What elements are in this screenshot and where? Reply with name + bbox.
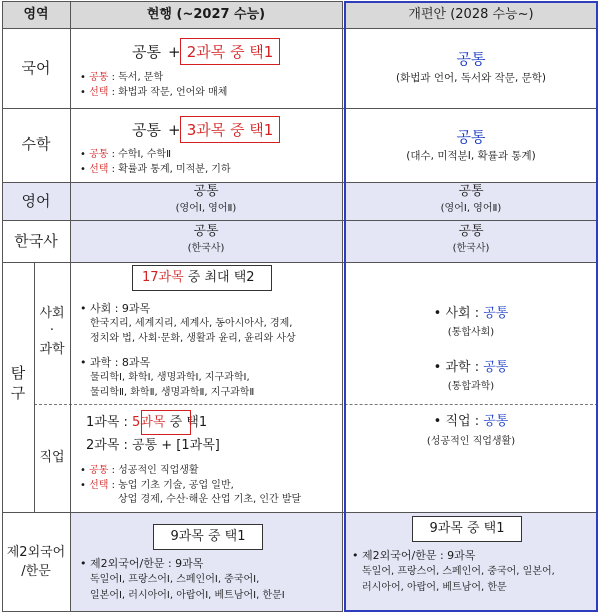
- math-common-line: • 공통 : 수학Ⅰ, 수학Ⅱ: [80, 149, 172, 160]
- math-elective-line: • 선택 : 확률과 통계, 미적분, 기하: [80, 164, 231, 175]
- reform-social-common: 공통: [483, 306, 509, 321]
- second-lang-current-line-2: 일본어Ⅰ, 러시아어Ⅰ, 아랍어Ⅰ, 베트남어Ⅰ, 한문Ⅰ: [90, 590, 285, 601]
- english-subject: 영어: [21, 192, 51, 210]
- social-head: • 사회 : 9과목: [80, 302, 151, 315]
- voc-choice-box: [141, 410, 191, 435]
- korean-reform-detail: (화법과 언어, 독서와 작문, 문학): [396, 72, 546, 84]
- grid-line: [34, 262, 35, 512]
- korean-common-label: 공통: [89, 72, 109, 83]
- voc-elective-text: : 농업 기초 기술, 공업 일반,: [108, 480, 234, 491]
- vocational-label: 직업: [39, 450, 65, 465]
- math-common: 공통: [132, 121, 161, 139]
- english-current-common: 공통: [193, 184, 219, 199]
- second-lang-current-head: • 제2외국어/한문 : 9과목: [80, 557, 204, 570]
- math-elective-text: : 확률과 통계, 미적분, 기하: [108, 164, 231, 175]
- english-reform-common: 공통: [458, 184, 484, 199]
- second-lang-subject-2: /한문: [21, 564, 51, 579]
- second-lang-subject-1: 제2외국어: [6, 545, 66, 560]
- korean-common: 공통: [132, 43, 161, 61]
- korean-elective-label: 선택: [89, 87, 109, 98]
- inquiry-subject-2: 구: [10, 384, 26, 402]
- history-reform-common: 공통: [458, 224, 484, 239]
- social-line-1: 한국지리, 세계지리, 세계사, 동아시아사, 경제,: [90, 318, 293, 329]
- second-lang-reform-line-2: 러시아어, 아랍어, 베트남어, 한문: [362, 582, 507, 593]
- math-reform-common: 공통: [456, 128, 486, 146]
- korean-common-text: : 독서, 문학: [108, 72, 164, 83]
- second-lang-current-choice: 9과목 중 택1: [170, 529, 246, 544]
- history-subject: 한국사: [14, 232, 58, 250]
- math-elective-label: 선택: [89, 164, 109, 175]
- voc-elective-line-2: 상업 경제, 수산·해운 산업 기초, 인간 발달: [118, 494, 302, 505]
- voc-common-text: : 성공적인 직업생활: [108, 465, 199, 476]
- reform-science-detail: (통합과학): [447, 381, 495, 392]
- math-common-text: : 수학Ⅰ, 수학Ⅱ: [108, 149, 172, 160]
- reform-science-pre: • 과학 :: [433, 360, 484, 375]
- header-area: 영역: [23, 7, 49, 22]
- inquiry-choice-rest: 중 최대 택2: [183, 270, 255, 285]
- reform-science-common: 공통: [483, 360, 509, 375]
- reform-science-line: [344, 360, 598, 376]
- grid-line: [2, 1, 342, 2]
- reform-social-line: [344, 306, 598, 322]
- history-current-detail: (한국사): [187, 243, 225, 254]
- math-reform-detail: (대수, 미적분Ⅰ, 확률과 통계): [406, 150, 536, 162]
- inquiry-choice-count: 17과목: [142, 270, 184, 285]
- voc-line-2: 2과목 : 공통 + [1과목]: [86, 438, 220, 453]
- english-reform-detail: (영어Ⅰ, 영어Ⅱ): [440, 203, 502, 214]
- english-current-detail: (영어Ⅰ, 영어Ⅱ): [175, 203, 237, 214]
- header-reform: 개편안 (2028 수능~): [408, 7, 534, 22]
- history-reform-detail: (한국사): [452, 243, 490, 254]
- korean-choice: 2과목 중 택1: [186, 43, 274, 61]
- voc-common-line: • 공통 : 성공적인 직업생활: [80, 465, 199, 476]
- voc-line-1-pre: 1과목 :: [86, 415, 133, 430]
- reform-voc-pre: • 직업 :: [433, 414, 484, 429]
- social-science-label-2: 과학: [39, 342, 65, 357]
- reform-voc-detail: (성공적인 직업생활): [426, 436, 516, 447]
- inquiry-subject-1: 탐: [10, 364, 26, 382]
- voc-line-1-box: 5과목: [132, 415, 166, 430]
- voc-elective-label: 선택: [89, 480, 109, 491]
- science-line-1: 물리학Ⅰ, 화학Ⅰ, 생명과학Ⅰ, 지구과학Ⅰ,: [90, 372, 250, 383]
- korean-plus: +: [168, 43, 181, 61]
- math-plus: +: [168, 121, 181, 139]
- science-head: • 과학 : 8과목: [80, 356, 151, 369]
- reform-voc-line: [344, 414, 598, 430]
- korean-elective-line: • 선택 : 화법과 작문, 언어와 매체: [80, 87, 228, 98]
- second-lang-current-line-1: 독일어Ⅰ, 프랑스어Ⅰ, 스페인어Ⅰ, 중국어Ⅰ,: [90, 574, 260, 585]
- math-subject: 수학: [21, 135, 51, 153]
- grid-line: [2, 1, 3, 612]
- inquiry-choice: [142, 270, 255, 286]
- header-current: 현행 (~2027 수능): [146, 7, 266, 22]
- social-line-2: 정치와 법, 사회·문화, 생활과 윤리, 윤리와 사상: [90, 333, 296, 344]
- korean-subject: 국어: [21, 59, 51, 77]
- math-common-label: 공통: [89, 149, 109, 160]
- voc-common-label: 공통: [89, 465, 109, 476]
- korean-common-line: • 공통 : 독서, 문학: [80, 72, 164, 83]
- second-lang-reform-line-1: 독일어, 프랑스어, 스페인어, 중국어, 일본어,: [362, 566, 555, 577]
- social-science-dot: ·: [49, 323, 55, 338]
- voc-elective-line: • 선택 : 농업 기초 기술, 공업 일반,: [80, 480, 234, 491]
- korean-reform-common: 공통: [456, 50, 486, 68]
- grid-line: [2, 611, 342, 612]
- grid-line: [70, 1, 71, 612]
- voc-line-1-rest: 중 택1: [165, 415, 208, 430]
- second-lang-reform-choice: 9과목 중 택1: [429, 521, 505, 536]
- social-science-label-1: 사회: [39, 306, 65, 321]
- science-line-2: 물리학Ⅱ, 화학Ⅱ, 생명과학Ⅱ, 지구과학Ⅱ: [90, 387, 255, 398]
- reform-voc-common: 공통: [483, 414, 509, 429]
- history-current-common: 공통: [193, 224, 219, 239]
- second-lang-reform-head: • 제2외국어/한문 : 9과목: [352, 549, 476, 562]
- math-choice: 3과목 중 택1: [186, 121, 274, 139]
- grid-line: [342, 1, 343, 612]
- reform-social-pre: • 사회 :: [433, 306, 484, 321]
- korean-elective-text: : 화법과 작문, 언어와 매체: [108, 87, 228, 98]
- reform-social-detail: (통합사회): [447, 327, 495, 338]
